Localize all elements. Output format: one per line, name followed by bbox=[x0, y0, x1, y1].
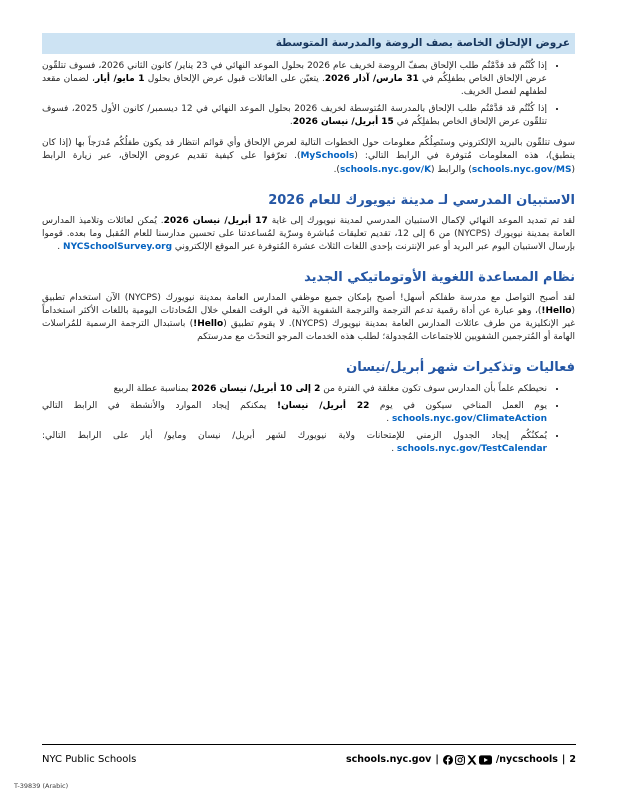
facebook-icon[interactable] bbox=[443, 755, 453, 765]
school-survey-paragraph bbox=[42, 215, 575, 254]
link-school-survey[interactable]: NYCSchoolSurvey.org bbox=[63, 241, 173, 252]
text-segment: إذا كُنْتُم قد قدَّمْتُم طلب الإلحاق بصفّ الروضة لخريف عام 2026 بحلول الموعد النهائي في 23 يناير/ كانون الثاني 2026، فسوف تتلقّون عرض الإلحاق الخاص بطفلِكُم في bbox=[42, 61, 547, 85]
april-events-list bbox=[42, 383, 571, 456]
list-item bbox=[42, 103, 547, 129]
climate-action-date: 22 أبريل/ نيسان! bbox=[277, 400, 370, 411]
offers-list bbox=[42, 60, 571, 129]
text-segment: . bbox=[391, 443, 397, 454]
document-code: T-39839 (Arabic) bbox=[14, 782, 69, 790]
text-segment: . bbox=[57, 241, 64, 252]
text-segment: نحيطكم علماً بأن المدارس سوف تكون مغلقة في الفترة من bbox=[320, 383, 547, 394]
link-test-calendar[interactable]: schools.nyc.gov/TestCalendar bbox=[396, 443, 547, 454]
footer-brand: NYC Public Schools bbox=[42, 754, 137, 765]
text-segment: بمناسبة عطلة الربيع bbox=[113, 383, 192, 394]
text-segment: . يتعيّن على العائلات قبول عرض الإلحاق بحلول bbox=[144, 74, 325, 85]
acceptance-deadline-date: 1 مايو/ أيار bbox=[94, 74, 145, 85]
section-heading-school-survey: الاستبيان المدرسي لـ مدينة نيويورك للعام 2026 bbox=[268, 192, 575, 208]
list-item bbox=[42, 383, 547, 396]
offers-paragraph bbox=[42, 137, 575, 176]
text-segment: سوف تتلقّون بالبريد الإلكتروني وستَصِلُكُم معلومات حول الخطوات التالية لعرض الإلحاق وأي قوائم انتظار قد يكون طفلُكُم مُدرَجاً بها (إذا كان ينطبق)، هذه المعلومات مُتوفرة في الرابط التالي: ( bbox=[42, 138, 575, 162]
list-item bbox=[42, 430, 547, 456]
survey-deadline-date: 17 أبريل/ نيسان 2026 bbox=[163, 215, 268, 226]
text-segment: يُمكنُكُم إيجاد الجدول الزمني للإمتحانات ولاية نيويورك لشهر أبريل/ نيسان ومايو/ أيار على الرابط التالي: bbox=[42, 430, 547, 441]
footer-social-handle[interactable]: /nycschools bbox=[495, 754, 558, 765]
hello-app-name: Hello! bbox=[541, 306, 572, 317]
text-segment: ، لضمان مقعد لطفلهم لفصل الخريف. bbox=[42, 74, 547, 98]
text-segment: . يُمكن لعائلات وتلاميذ المدارس العامة بمدينة نيويورك (NYCPS) من 6 إلى 12، تقديم تعليقات مُباشرة وسرّية لمُساعدتنا على تحسين مدارسنا للعام المُقبل وما بعده. قوموا بإرسال الاستبيان اليوم عبر البريد أو عبر الإنترنت بإحدى اللغات الثلاث عشرة المُتوفرة عبر الموقع الإلكتروني bbox=[42, 215, 575, 252]
middle-school-offer-date: 15 أبريل/ نيسان 2026 bbox=[292, 117, 394, 128]
highlighted-title: عروض الإلحاق الخاصة بصف الروضة والمدرسة المتوسطة bbox=[42, 33, 575, 54]
section-heading-language-support: نظام المساعدة اللغوية الأوتوماتيكي الجديد bbox=[304, 269, 575, 285]
text-segment: إذا كُنْتُم قد قدَّمْتُم طلب الإلحاق بالمدرسة المُتوسطة لخريف 2026 بحلول الموعد النهائي في 12 ديسمبر/ كانون الأول 2025، فسوف تتلقّون عرض الإلحاق الخاص بطفلِكُم في bbox=[42, 104, 548, 128]
text-segment: ) والرابط ( bbox=[431, 164, 472, 175]
kindergarten-offer-date: 31 مارس/ آذار 2026 bbox=[324, 74, 419, 85]
link-climate-action[interactable]: schools.nyc.gov/ClimateAction bbox=[391, 413, 547, 424]
text-segment: لقد تم تمديد الموعد النهائي لإكمال الاستبيان المدرسي لمدينة نيويورك إلى غاية bbox=[267, 215, 575, 226]
instagram-icon[interactable] bbox=[455, 755, 465, 765]
section-heading-april-events: فعاليات وتذكيرات شهر أبريل/نيسان bbox=[346, 360, 575, 376]
youtube-icon[interactable] bbox=[479, 755, 492, 765]
hello-app-name: Hello! bbox=[193, 319, 224, 330]
text-segment: . bbox=[289, 117, 293, 128]
footer-separator: | bbox=[435, 754, 439, 765]
document-body bbox=[42, 33, 575, 464]
text-segment: يمكنكم إيجاد الموارد والأنشطة في الرابط التالي bbox=[42, 400, 277, 411]
page-number: 2 bbox=[569, 754, 576, 765]
text-segment: )، وهو عبارة عن أداة رقمية تدعم الترجمة والترجمة الشفوية الآنية في الوقت الفعلي خلال المُحادثات اليومية باللغات الأكثر استخداماً غير الإنكليزية من طرف عائلات المدارس العامة بمدينة نيويورك (NYCPS). لا يقوم تطبيق ( bbox=[42, 306, 575, 330]
spring-break-dates: 2 إلى 10 أبريل/ نيسان 2026 bbox=[191, 383, 321, 394]
page-footer bbox=[42, 744, 576, 765]
footer-site-link[interactable]: schools.nyc.gov bbox=[345, 754, 432, 765]
text-segment: ). bbox=[333, 164, 340, 175]
social-icons bbox=[443, 755, 492, 765]
x-icon[interactable] bbox=[467, 755, 477, 765]
link-schools-k[interactable]: schools.nyc.gov/K bbox=[339, 164, 432, 175]
language-support-paragraph bbox=[42, 292, 575, 344]
text-segment: ) باستبدال الترجمة الرسمية للمُراسلات الهامة أو المُترجمين الشفويين للاجتماعات المُجدولة؛ لطلب هذه الخدمات المرجو التحدّث مع مدرستكم bbox=[42, 319, 575, 343]
footer-separator: | bbox=[561, 754, 566, 765]
link-myschools[interactable]: MySchools bbox=[300, 151, 355, 162]
text-segment: . bbox=[386, 413, 392, 424]
list-item bbox=[42, 400, 547, 426]
text-segment: يوم العمل المناخي سيكون في يوم bbox=[369, 400, 548, 411]
footer-links bbox=[346, 754, 576, 765]
text-segment: لقد أصبح التواصل مع مدرسة طفلكم أسهل! أصبح بإمكان جميع موظفي المدارس العامة بمدينة نيويورك (NYCPS) الآن استخدام تطبيق ( bbox=[42, 293, 575, 317]
link-schools-ms[interactable]: schools.nyc.gov/MS bbox=[471, 164, 572, 175]
text-segment: ). تعرّفوا على كيفية تقديم عروض الإلحاق، عبر زيارة الرابط ( bbox=[42, 151, 575, 175]
list-item bbox=[42, 60, 547, 99]
